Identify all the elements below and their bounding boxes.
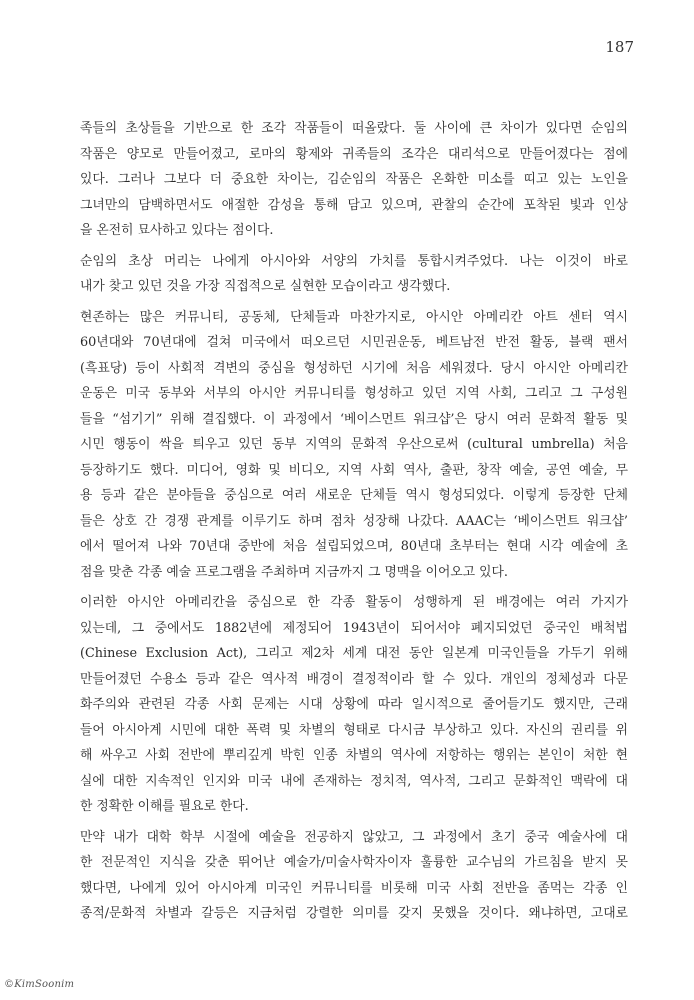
text-line: (흑표당) 등이 사회적 격변의 중심을 형성하던 시기에 처음 세워졌다. 당시 아시안 아메리칸 (80, 360, 628, 376)
paragraph-3 (80, 305, 628, 586)
text-line: 한 정확한 이해를 필요로 한다. (80, 799, 249, 814)
text-line: 들어 아시아계 시민에 대한 폭력 및 차별의 형태로 다시금 부상하고 있다. 자신의 권리를 위 (80, 722, 628, 738)
text-line: 있다. 그러나 그보다 더 중요한 차이는, 김순임의 작품은 온화한 미소를 띠고 있는 노인을 (80, 172, 628, 187)
text-line: 한 전문적인 지식을 갖춘 뛰어난 예술가/미술사학자이자 훌륭한 교수님의 가르침을 받지 못 (80, 855, 628, 870)
text-line: 점을 맞춘 각종 예술 프로그램을 주최하며 지금까지 그 명맥을 이어오고 있다. (80, 564, 508, 580)
text-line: 해 싸우고 사회 전반에 뿌리깊게 박힌 인종 차별의 역사에 저항하는 행위는 본인이 처한 현 (80, 748, 628, 763)
paragraph-2 (80, 249, 628, 300)
text-line: 용 등과 같은 분야들을 중심으로 여러 새로운 단체들 역시 형성되었다. 이렇게 등장한 단체 (80, 488, 628, 503)
text-line: 만약 내가 대학 학부 시절에 예술을 전공하지 않았고, 그 과정에서 초기 중국 예술사에 대 (80, 829, 628, 845)
page-number: 187 (605, 38, 634, 56)
copyright-watermark: ©KimSoonim (4, 979, 75, 990)
text-line: 그녀만의 담백하면서도 애절한 감성을 통해 담고 있으며, 관찰의 순간에 포착된 빛과 인상 (80, 197, 628, 213)
text-line: 화주의와 관련된 각종 사회 문제는 시대 상황에 따라 일시적으로 줄어들기도 했지만, 근래 (80, 697, 628, 712)
text-line: (Chinese Exclusion Act), 그리고 제2차 세계 대전 동안 일본계 미국인들을 가두기 위해 (80, 646, 628, 661)
text-line: 들은 상호 간 경쟁 관계를 이루기도 하며 점차 성장해 나갔다. AAAC는 ‘베이스먼트 워크샵’ (80, 513, 628, 529)
text-line: 이러한 아시안 아메리칸을 중심으로 한 각종 활동이 성행하게 된 배경에는 여러 가지가 (80, 595, 628, 610)
text-line: 작품은 양모로 만들어졌고, 로마의 황제와 귀족들의 조각은 대리석으로 만들어졌다는 점에 (80, 146, 628, 162)
text-line: 종적/문화적 차별과 갈등은 지금처럼 강렬한 의미를 갖지 못했을 것이다. 왜냐하면, 고대로 (80, 906, 628, 921)
text-line: 했다면, 나에게 있어 아시아계 미국인 커뮤니티를 비롯해 미국 사회 전반을 좀먹는 각종 인 (80, 880, 628, 896)
text-line: 등장하기도 했다. 미디어, 영화 및 비디오, 지역 사회 역사, 출판, 창작 예술, 공연 예술, 무 (80, 462, 628, 478)
text-line: 운동은 미국 동부와 서부의 아시안 커뮤니티를 형성하고 있던 지역 사회, 그리고 그 구성원 (80, 386, 628, 401)
text-line: 실에 대한 지속적인 인지와 미국 내에 존재하는 정치적, 역사적, 그리고 문화적인 맥락에 대 (80, 773, 628, 789)
text-line: 내가 찾고 있던 것을 가장 직접적으로 실현한 모습이라고 생각했다. (80, 279, 451, 294)
text-line: 현존하는 많은 커뮤니티, 공동체, 단체들과 마찬가지로, 아시안 아메리칸 아트 센터 역시 (80, 309, 628, 325)
text-line: 에서 떨어져 나와 70년대 중반에 처음 설립되었으며, 80년대 초부터는 현대 시각 예술에 초 (80, 539, 628, 554)
text-line: 들을 “섬기기” 위해 결집했다. 이 과정에서 ‘베이스먼트 워크샵’은 당시 여러 문화적 활동 및 (80, 411, 628, 427)
paragraph-1 (80, 116, 628, 244)
text-line: 시민 행동이 싹을 틔우고 있던 동부 지역의 문화적 우산으로써 (cultural umbrella) 처음 (80, 437, 628, 452)
text-line: 을 온전히 묘사하고 있다는 점이다. (80, 223, 274, 238)
text-line: 있는데, 그 중에서도 1882년에 제정되어 1943년이 되어서야 폐지되었던 중국인 배척법 (80, 620, 628, 636)
paragraph-5 (80, 825, 628, 927)
text-line: 60년대와 70년대에 걸쳐 미국에서 떠오르던 시민권운동, 베트남전 반전 활동, 블랙 팬서 (80, 335, 628, 350)
text-line: 만들어졌던 수용소 등과 같은 역사적 배경이 결정적이라 할 수 있다. 개인의 정체성과 다문 (80, 671, 628, 687)
text-line: 순임의 초상 머리는 나에게 아시아와 서양의 가치를 통합시켜주었다. 나는 이것이 바로 (80, 253, 628, 269)
body-text (80, 116, 628, 932)
text-line: 족들의 초상들을 기반으로 한 조각 작품들이 떠올랐다. 둘 사이에 큰 차이가 있다면 순임의 (80, 121, 628, 136)
paragraph-4 (80, 590, 628, 820)
